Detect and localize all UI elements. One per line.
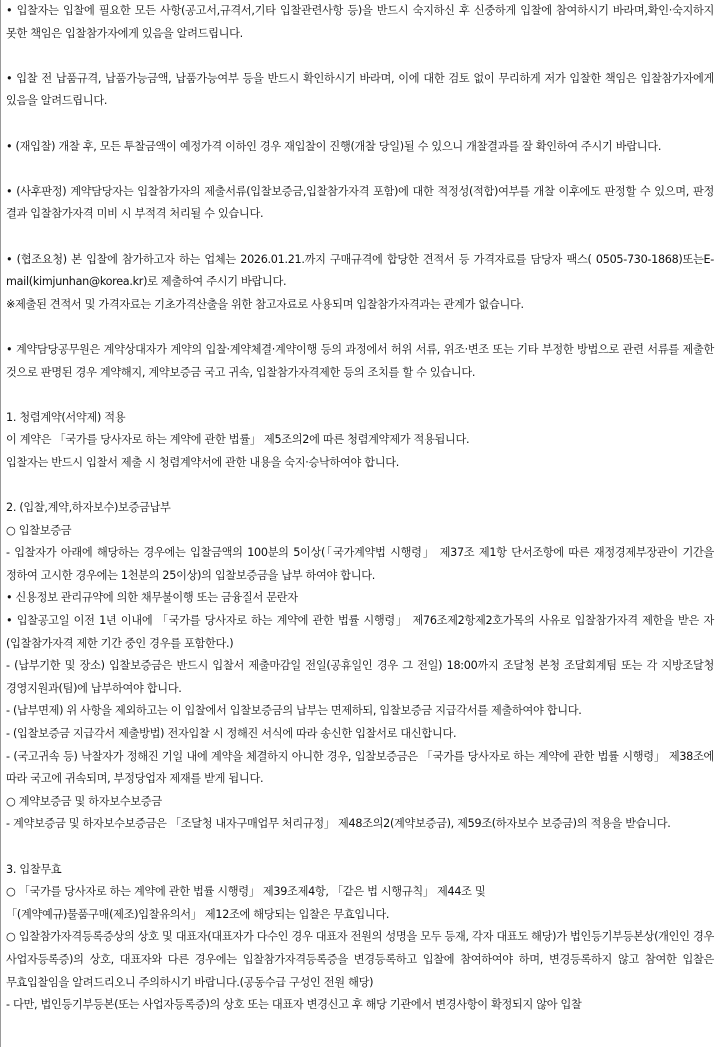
section-heading: 1. 청렴계약(서약제) 적용: [6, 410, 126, 424]
notice-item-cooperation-request: • (협조요청) 본 입찰에 참가하고자 하는 업체는 2026.01.21.까지 구매규격에 합당한 견적서 등 가격자료를 담당자 팩스( 0505-730-1868)또는E-mail(kimjunhan@korea.kr)로 제출하여 주시기 바랍니다.: [6, 252, 714, 289]
paragraph-spacer: [6, 158, 714, 181]
paragraph-spacer: [6, 474, 714, 497]
notice-item-quote-note: ※제출된 견적서 및 가격자료는 기초가격산출을 위한 참고자료로 사용되며 입찰참가자격과는 관계가 없습니다.: [6, 297, 524, 311]
notice-item-rebid: • (재입찰) 개찰 후, 모든 투찰금액이 예정가격 이하인 경우 재입찰이 진행(개찰 당일)될 수 있으니 개찰결과를 잘 확인하여 주시기 바랍니다.: [6, 139, 662, 153]
section-text: - (납부면제) 위 사항을 제외하고는 이 입찰에서 입찰보증금의 납부는 면제하되, 입찰보증금 지급각서를 제출하여야 합니다.: [6, 704, 582, 718]
paragraph-spacer: [6, 384, 714, 407]
section-text: 이 계약은 「국가를 당사자로 하는 계약에 관한 법률」 제5조의2에 따른 청렴계약제가 적용됩니다.: [6, 433, 470, 447]
paragraph-spacer: [6, 113, 714, 136]
section-heading: 3. 입찰무효: [6, 862, 62, 876]
section-text: - (국고귀속 등) 낙찰자가 정해진 기일 내에 계약을 체결하지 아니한 경우, 입찰보증금은 「국가를 당사자로 하는 계약에 관한 법률 시행령」 제38조에 따라 국고에 귀속되며, 부정당업자 제재를 받게 됩니다.: [6, 749, 714, 786]
section-text: • 입찰공고일 이전 1년 이내에 「국가를 당사자로 하는 계약에 관한 법률 시행령」 제76조제2항제2호가목의 사유로 입찰참가자격 제한을 받은 자(입찰참가자격 제한 기간 중인 경우를 포함한다.): [6, 614, 714, 650]
section-invalid-bid: [6, 859, 714, 1017]
section-text: - 다만, 법인등기부등본(또는 사업자등록증)의 상호 또는 대표자 변경신고 후 해당 기관에서 변경사항이 확정되지 않아 입찰: [6, 998, 582, 1012]
section-heading: 2. (입찰,계약,하자보수)보증금납부: [6, 501, 171, 515]
notice-item-delivery-check: • 입찰 전 납품규격, 납품가능금액, 납품가능여부 등을 반드시 확인하시기 바라며, 이에 대한 검토 없이 무리하게 저가 입찰한 책임은 입찰참가자에게 있음을 알려드립니다.: [6, 71, 714, 108]
section-deposit-payment: [6, 497, 714, 836]
section-text: - (입찰보증금 지급각서 제출방법) 전자입찰 시 정해진 서식에 따라 송신한 입찰서로 대신합니다.: [6, 727, 457, 740]
section-text: - 계약보증금 및 하자보수보증금은 「조달청 내자구매업무 처리규정」 제48조의2(계약보증금), 제59조(하자보수 보증금)의 적용을 받습니다.: [6, 817, 671, 831]
section-integrity-contract: [6, 407, 714, 475]
subsection-heading: ○ 계약보증금 및 하자보수보증금: [6, 794, 162, 808]
subsection-heading: ○ 입찰보증금: [6, 523, 72, 537]
notice-body: [1, 0, 718, 1017]
section-text: - (납부기한 및 장소) 입찰보증금은 반드시 입찰서 제출마감일 전일(공휴일인 경우 그 전일) 18:00까지 조달청 본청 조달회계팀 또는 각 지방조달청 경영지원과(팀)에 납부하여야 합니다.: [6, 659, 714, 695]
section-text: - 입찰자가 아래에 해당하는 경우에는 입찰금액의 100분의 5이상(「국가계약법 시행령」 제37조 제1항 단서조항에 따른 재정경제부장관이 기간을 정하여 고시한 경우에는 1천분의 25이상)의 입찰보증금을 납부 하여야 합니다.: [6, 546, 714, 582]
notice-item-bid-knowledge: • 입찰자는 입찰에 필요한 모든 사항(공고서,규격서,기타 입찰관련사항 등)을 반드시 숙지하신 후 신중하게 입찰에 참여하시기 바라며,확인·숙지하지 못한 책임은 입찰참가자에게 있음을 알려드립니다.: [6, 4, 714, 40]
paragraph-spacer: [6, 316, 714, 339]
notice-item-post-judgement: • (사후판정) 계약담당자는 입찰참가자의 제출서류(입찰보증금,입찰참가자격 포함)에 대한 적정성(적합)여부를 개찰 이후에도 판정할 수 있으며, 판정 결과 입찰참가자격 미비 시 부적격 처리될 수 있습니다.: [6, 184, 714, 221]
section-text: • 신용정보 관리규약에 의한 채무불이행 또는 금융질서 문란자: [6, 591, 298, 605]
section-text: ○ 입찰참가자격등록증상의 상호 및 대표자(대표자가 다수인 경우 대표자 전원의 성명을 모두 등재, 각자 대표도 해당)가 법인등기부등본상(개인인 경우 사업자등록증)의 상호, 대표자와 다른 경우에는 입찰참가자격등록증을 변경등록하고 입찰에 참여하여야 하며, 변경등록하지 않고 참여한 입찰은 무효입찰임을 알려드리오니 주의하시기 바랍니다.(공동수급 구성인 전원 해당): [6, 930, 714, 989]
notice-item-fraud-measures: • 계약담당공무원은 계약상대자가 계약의 입찰·계약체결·계약이행 등의 과정에서 허위 서류, 위조·변조 또는 기타 부정한 방법으로 관련 서류를 제출한 것으로 판명된 경우 계약해지, 계약보증금 국고 귀속, 입찰참가자격제한 등의 조치를 할 수 있습니다.: [6, 342, 714, 379]
paragraph-spacer: [6, 45, 714, 68]
section-text: ○ 「국가를 당사자로 하는 계약에 관한 법률 시행령」 제39조제4항, 「같은 법 시행규칙」 제44조 및: [6, 885, 486, 899]
paragraph-spacer: [6, 836, 714, 859]
paragraph-spacer: [6, 226, 714, 249]
section-text: 「(계약예규)물품구매(제조)입찰유의서」 제12조에 해당되는 입찰은 무효입니다.: [6, 907, 390, 921]
section-text: 입찰자는 반드시 입찰서 제출 시 청렴계약서에 관한 내용을 숙지·승낙하여야 합니다.: [6, 455, 400, 469]
